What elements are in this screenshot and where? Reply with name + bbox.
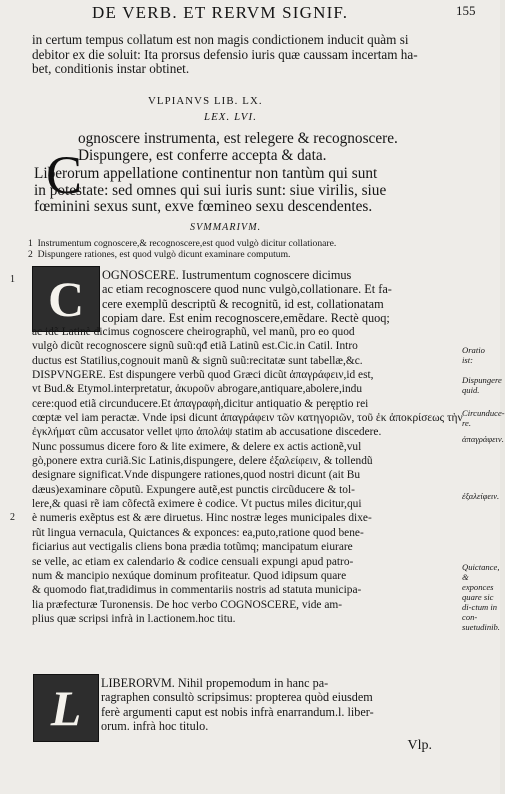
commentary-line: ductus est Statilius,cognouit manũ & signũ suũ:recitatæ sunt tabellæ,&c. bbox=[32, 354, 363, 367]
commentary-line: OGNOSCERE. Iustrumentum cognoscere dicimus bbox=[102, 268, 352, 282]
commentary-line: è numeris exẽptus est & ære diruetus. Hinc nostræ leges municipales dixe- bbox=[32, 512, 372, 525]
commentary-line: lere,& quasi rẽ iam cõfectã eximere è codice. Vt puctus miles dicitur,qui bbox=[32, 498, 362, 511]
summarium-text: Dispungere rationes, est quod vulgò dicunt examinare computum. bbox=[37, 249, 291, 261]
margin-note: Circunduce-re. bbox=[462, 408, 505, 428]
margin-note: ἀπαγράφειν. bbox=[462, 434, 504, 444]
commentary-line: Nunc possumus dicere foro & lite eximere, & delere ex actis actionẽ,vul bbox=[32, 440, 362, 453]
running-head: DE VERB. ET RERVM SIGNIF. bbox=[92, 3, 349, 22]
commentary-line: cere:quod etiã circunducere.Et ἀπαγραφὴ,dicitur antiquatio & peręptio rei bbox=[32, 397, 369, 410]
decorated-initial-l: L bbox=[33, 674, 99, 742]
drop-cap: C bbox=[46, 145, 83, 205]
summarium-list bbox=[28, 238, 468, 260]
summarium-text: Instrumentum cognoscere,& recognoscere,est quod vulgò dicitur collationare. bbox=[37, 238, 337, 249]
commentary-line: & quomodo fiat,tradidimus in commentariis nostris ad statuta municipa- bbox=[32, 584, 362, 597]
commentary-line: num & mancipio nexúque dominum profiteatur. Quod idipsum quare bbox=[32, 569, 347, 582]
note-marker: 1 bbox=[10, 274, 15, 285]
commentary-line: ἐγκλήματ cũm accusator vellet ψπο ἀπολάψ statim ab accusatione discedere. bbox=[32, 426, 382, 439]
page-number: 155 bbox=[456, 3, 476, 18]
summarium-item bbox=[28, 238, 468, 249]
margin-note: Oratio ist: bbox=[462, 345, 485, 365]
liberorum-line: LIBERORVM. Nihil propemodum in hanc pa- bbox=[101, 676, 329, 690]
commentary-line: designare significat.Vnde dispungere rationes,quod nostri dicunt (ait Bu bbox=[32, 469, 361, 482]
margin-note: Dispungere quid. bbox=[462, 375, 502, 395]
intro-line: debitor ex die soluit: Ita prorsus defensio iuris quæ caussam incertam ha- bbox=[32, 46, 418, 62]
summarium-num: 1 bbox=[28, 238, 33, 249]
law-line: fœminini sexus sunt, exve fœmineo sexu descendentes. bbox=[34, 198, 373, 216]
note-marker: 2 bbox=[10, 512, 15, 523]
liberorum-line: ferè argumenti caput est nobis infrà enarrandum.l. liber- bbox=[101, 704, 374, 719]
law-line: Dispungere, est conferre accepta & data. bbox=[78, 146, 327, 164]
intro-line: bet, conditionis instar obtinet. bbox=[32, 61, 190, 77]
summarium-num: 2 bbox=[28, 249, 33, 261]
commentary-line: cœptæ vel iam peractæ. Vnde ipsi dicunt ἀπαγράφειν τῶν κατηγοριῶν, τοῦ ἐκ ἀποκρίσεως τὴν bbox=[32, 412, 463, 425]
catchword: Vlp. bbox=[407, 738, 432, 753]
commentary-line: vulgò dicũt recognoscere signũ suũ:qđ etiã Latinũ est.Cic.in Catil. Intro bbox=[32, 340, 358, 353]
liberorum-line: orum. infrà hoc titulo. bbox=[101, 718, 209, 733]
commentary-line: rũt lingua vernacula, Quictances & exponces: ea,puto,ratione quod bene- bbox=[32, 526, 364, 539]
intro-line: in certum tempus collatum est non magis condictionem inducit quàm si bbox=[32, 32, 409, 47]
margin-note: ἐξαλείφειν. bbox=[462, 491, 500, 501]
commentary-line: gò,ponere extra curiã.Sic Latinis,dispungere, delere ἐξαλείφειν, & tollendũ bbox=[32, 455, 373, 468]
lex-heading: LEX. LVI. bbox=[204, 111, 257, 123]
commentary-line: cere exemplũ descriptũ & recognitũ, id est, collationatam bbox=[102, 296, 384, 311]
commentary-line: ficiarius aut vectigalis cliens bona prædia totũmq; mancipatum eiurare bbox=[32, 541, 353, 554]
law-heading: VLPIANVS LIB. LX. bbox=[148, 95, 263, 107]
summarium-item bbox=[28, 249, 468, 260]
liberorum-paragraph bbox=[101, 676, 457, 733]
commentary-line: dæus)examinare cõputũ. Expungere autẽ,est punctis circũducere & tol- bbox=[32, 483, 355, 496]
law-line: Liberorum appellatione continentur non tantùm qui sunt bbox=[34, 165, 378, 182]
commentary-line: ac etiam recognoscere quod nunc vulgò,collationare. Et fa- bbox=[102, 282, 392, 297]
law-line: ognoscere instrumenta, est relegere & recognoscere. bbox=[78, 130, 398, 147]
law-text-rest bbox=[34, 166, 464, 216]
decorated-initial-c: C bbox=[32, 266, 100, 332]
commentary-head bbox=[102, 268, 458, 325]
commentary-body bbox=[32, 325, 463, 626]
commentary-line: copiam dare. Est enim recognoscere,emẽdare. Rectè quoq; bbox=[102, 310, 390, 325]
margin-note: Quictance, & exponces quare sic di-ctum in con-suetudinib. bbox=[462, 562, 500, 632]
commentary-line: plius quæ scripsi infrà in l.actionem.hoc titu. bbox=[32, 612, 236, 625]
summarium-title: SVMMARIVM. bbox=[190, 222, 262, 233]
liberorum-line: ragraphen consultò scripsimus: propterea quòd eiusdem bbox=[101, 690, 373, 705]
commentary-line: lia præfecturæ Turonensis. De hoc verbo COGNOSCERE, vide am- bbox=[32, 598, 343, 611]
intro-paragraph bbox=[32, 33, 460, 77]
law-text-first bbox=[78, 131, 458, 164]
commentary-line: DISPVNGERE. Est dispungere verbũ quod Græci dicũt ἀπαγράφειν,id est, bbox=[32, 369, 374, 382]
law-line: in potestate: sed omnes qui sui iuris sunt: siue virilis, siue bbox=[34, 181, 387, 199]
commentary-line: vt Bud.& Etymol.interpretatur, ἀκυροῦν abrogare,antiquare,abolere,indu bbox=[32, 383, 363, 396]
commentary-line: ac idẽ Latinè dicimus cognoscere cheirographũ, vel manũ, pro eo quod bbox=[32, 326, 355, 338]
commentary-line: se velle, ac etiam ex calendario & codice censuali expungi apud patro- bbox=[32, 555, 354, 568]
